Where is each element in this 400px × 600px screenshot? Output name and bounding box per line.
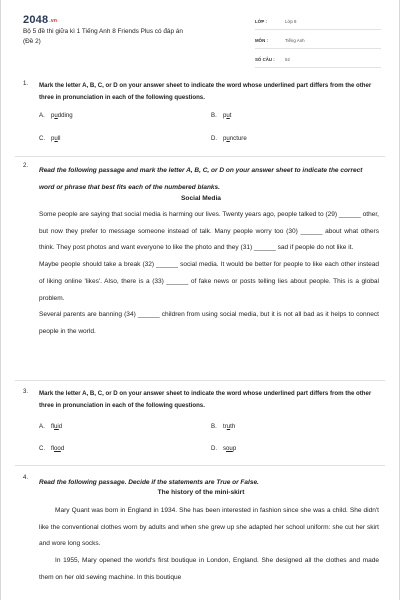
meta-question-count [255,52,381,68]
title-line-2: (Đề 2) [23,38,41,45]
option-letter: A. [39,112,45,119]
option-text-pre: p [51,112,55,119]
option-text-pre: s [223,445,227,452]
question-number: 4. [23,474,29,481]
question-number: 3. [23,388,29,395]
question-instruction: Mark the letter A, B, C, or D on your answer sheet to indicate the word whose underlined part differs from the other three in pronunciation in each of the following questions. [39,390,372,409]
meta-key: SỐ CÂU : [255,57,275,62]
passage-paragraph: Some people are saying that social media is harming our lives. Twenty years ago, people talked to (29) ______ other, but now they prefer to message someone instead of talk. Many people worry too (30) ______ about what others think. They post photos and want everyone to like the photo and they (31) ______ sad if people do not like it. [39,211,379,252]
option-text-post: dding [57,112,73,119]
option-text-pre: p [223,135,227,142]
question-instruction: Mark the letter A, B, C, or D on your answer sheet to indicate the word whose underlined part differs from the other three in pronunciation in each of the following questions. [39,82,372,101]
divider [15,465,385,466]
passage-paragraph: Mary Quant was born in England in 1934. She has been interested in fashion since she was a child. She didn't like the conventional clothes worn by adults and when she grew up she adapted her school uniform: she cut her skirt and wore long socks. [39,507,379,548]
title-line-1: Bộ 5 đề thi giữa kì 1 Tiếng Anh 8 Friends Plus có đáp án [23,28,183,35]
option-text-post: d [60,445,65,452]
option-underlined: u [54,135,58,142]
question-number: 2. [23,162,29,169]
option-text-pre: fl [51,445,55,452]
option-c[interactable] [39,445,64,452]
option-d[interactable] [211,445,236,452]
meta-key: MÔN : [255,38,268,43]
option-b[interactable] [211,423,235,430]
meta-class [255,14,381,30]
option-underlined: ui [54,423,59,430]
question-3 [23,388,379,464]
question-4 [23,474,379,600]
option-letter: B. [211,423,217,430]
passage-title: Social Media [181,195,221,202]
passage-body [39,207,379,341]
option-underlined: u [226,112,230,119]
question-instruction: Read the following passage and mark the letter A, B, C, or D on your answer sheet to indicate the correct word or phrase that best fits each of the numbered blanks. [39,167,363,191]
document-title [23,27,223,47]
option-text-post: ncture [229,135,247,142]
meta-key: LỚP : [255,19,267,24]
meta-value: Lớp 8 [285,19,297,24]
option-text-post: th [230,423,236,430]
option-underlined: u [54,112,58,119]
option-text-post: ll [57,135,61,142]
option-a[interactable] [39,112,73,119]
option-letter: D. [211,135,218,142]
option-text-pre: p [51,135,55,142]
passage-title: The history of the mini-skirt [157,489,245,496]
option-text-pre: p [223,112,227,119]
passage-paragraph: In 1955, Mary opened the world's first boutique in London, England. She designed all the clothes and made them on her old sewing machine. In this boutique [39,557,379,581]
question-instruction: Read the following passage. Decide if the statements are True or False. [39,479,259,486]
option-underlined: ou [226,445,233,452]
option-d[interactable] [211,135,247,142]
meta-value: Tiếng Anh [285,38,305,43]
question-number: 1. [23,80,29,87]
option-c[interactable] [39,135,61,142]
logo-suffix: .vn [49,18,58,24]
option-underlined: u [226,423,231,430]
option-letter: B. [211,112,217,119]
question-1 [23,80,379,156]
passage-paragraph: Maybe people should take a break (32) ______ social media. It would be better for people to like each other instead of liking online 'likes'. Also, there is a (33) ______ of fake news or posts telling lies about people. This is a global problem. [39,261,379,302]
option-text-post: p [232,445,237,452]
question-2 [23,162,379,378]
option-underlined: u [226,135,230,142]
option-text-post: t [229,112,232,119]
option-text-post: d [58,423,63,430]
option-letter: C. [39,445,46,452]
option-letter: C. [39,135,46,142]
option-a[interactable] [39,423,62,430]
option-underlined: oo [54,445,61,452]
divider [15,156,385,157]
passage-paragraph: Several parents are banning (34) ______ children from using social media, but it is not all bad as it helps to connect people in the world. [39,311,379,335]
meta-info [255,14,381,71]
logo-main: 2048 [23,14,49,26]
meta-value: 52 [285,57,290,62]
option-text-pre: tr [223,423,227,430]
option-letter: D. [211,445,218,452]
option-text-pre: fl [51,423,55,430]
meta-subject [255,33,381,49]
site-logo[interactable] [23,14,57,26]
option-letter: A. [39,423,45,430]
passage-body [39,503,379,587]
option-b[interactable] [211,112,231,119]
divider [15,380,385,381]
